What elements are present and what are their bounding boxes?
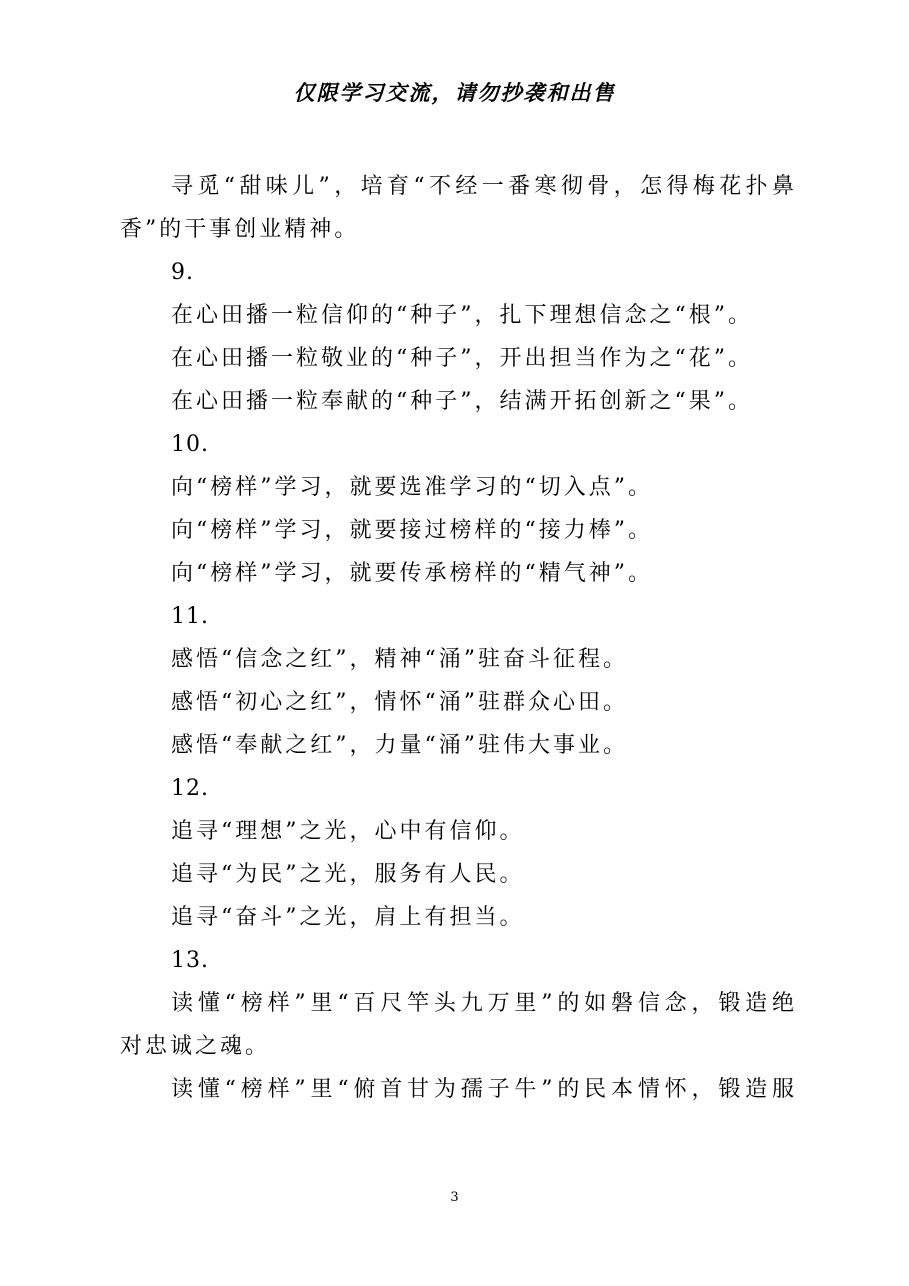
paragraph-line: 在心田播一粒信仰的“种子”，扎下理想信念之“根”。 [171,303,753,328]
paragraph-line: 读懂“榜样”里“俯首甘为孺子牛”的民本情怀，锻造服 [171,1077,796,1102]
section-number: 9. [171,260,194,285]
paragraph-line: 追寻“奋斗”之光，肩上有担当。 [171,905,525,930]
paragraph-line: 感悟“奉献之红”，力量“涌”驻伟大事业。 [171,733,628,758]
paragraph-line: 向“榜样”学习，就要接过榜样的“接力棒”。 [171,518,653,543]
paragraph-line: 在心田播一粒敬业的“种子”，开出担当作为之“花”。 [171,346,753,371]
section-number: 11. [171,604,209,629]
page-number: 3 [450,1190,459,1205]
paragraph-line: 在心田播一粒奉献的“种子”，结满开拓创新之“果”。 [171,389,753,414]
paragraph-line: 追寻“为民”之光，服务有人民。 [171,862,525,887]
paragraph-line: 追寻“理想”之光，心中有信仰。 [171,819,525,844]
section-number: 13. [171,948,209,973]
page-header: 仅限学习交流，请勿抄袭和出售 [293,80,616,105]
paragraph-line: 寻觅“甜味儿”，培育“不经一番寒彻骨，怎得梅花扑鼻 [171,174,796,199]
paragraph-line: 感悟“初心之红”，情怀“涌”驻群众心田。 [171,690,628,715]
paragraph-line: 读懂“榜样”里“百尺竿头九万里”的如磐信念，锻造绝 [171,991,796,1016]
section-number: 10. [171,432,209,457]
paragraph-line: 感悟“信念之红”，精神“涌”驻奋斗征程。 [171,647,628,672]
paragraph-line: 向“榜样”学习，就要选准学习的“切入点”。 [171,475,653,500]
paragraph-line: 向“榜样”学习，就要传承榜样的“精气神”。 [171,561,653,586]
paragraph-line: 香”的干事创业精神。 [120,217,360,242]
paragraph-line: 对忠诚之魂。 [120,1034,271,1059]
document-body [120,165,796,1111]
section-number: 12. [171,776,209,801]
